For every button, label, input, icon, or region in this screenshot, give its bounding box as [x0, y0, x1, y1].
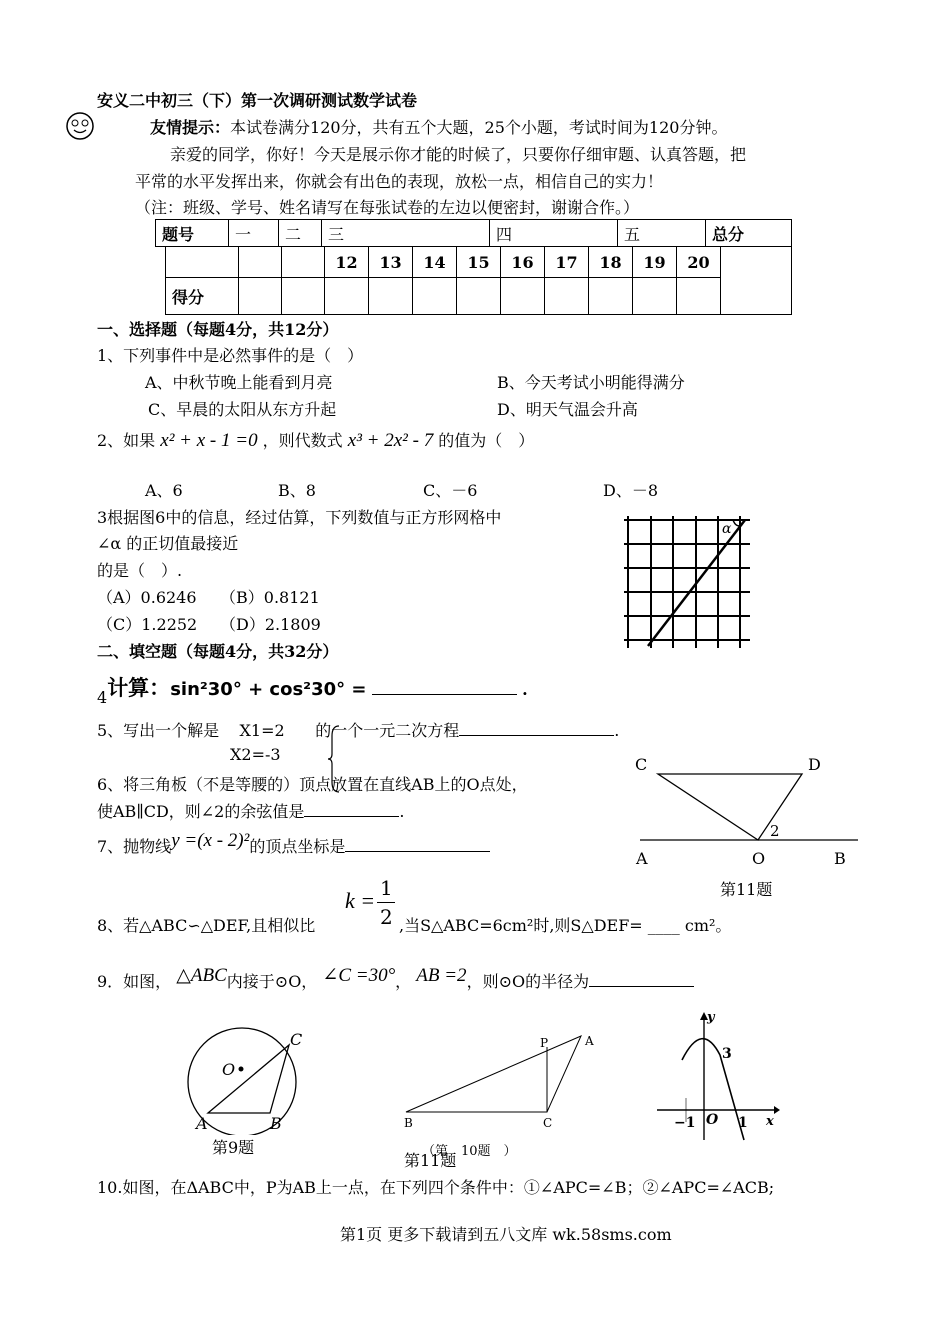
- grid-figure: [620, 508, 755, 653]
- q7: 7、抛物线y =(x - 2)²的顶点坐标是: [97, 830, 490, 857]
- svg-text:x: x: [766, 1114, 774, 1129]
- svg-text:O: O: [222, 1060, 236, 1079]
- q3-option-c: （C）1.2252: [97, 615, 198, 634]
- smiley-icon: [64, 110, 96, 142]
- q1-option-a: A、中秋节晚上能看到月亮: [145, 373, 333, 392]
- fig9-circle: [182, 1020, 322, 1135]
- svg-text:B: B: [270, 1114, 282, 1133]
- svg-text:B: B: [404, 1116, 413, 1130]
- page-title: 安义二中初三（下）第一次调研测试数学试卷: [97, 91, 418, 110]
- q2-option-a: A、6: [145, 481, 183, 500]
- score-table-header: 题号 一 二 三 四 五 总分: [155, 219, 792, 247]
- svg-text:C: C: [635, 755, 648, 774]
- q8-k: k =: [345, 888, 376, 913]
- q6-line2: 使AB∥CD，则∠2的余弦值是 .: [97, 802, 405, 821]
- greeting-line1: 亲爱的同学，你好！今天是展示你才能的时候了，只要你仔细审题、认真答题，把: [170, 145, 747, 164]
- svg-text:1: 1: [738, 1115, 748, 1131]
- svg-text:A: A: [585, 1034, 594, 1048]
- q9: 9．如图， △ABC内接于⊙O， ∠C =30°， AB =2，则⊙O的半径为: [97, 964, 694, 992]
- section1-title: 一、选择题（每题4分，共12分）: [97, 320, 339, 339]
- svg-text:C: C: [543, 1116, 553, 1130]
- svg-text:A: A: [636, 849, 648, 868]
- q2-option-c: C、－6: [423, 481, 478, 500]
- greeting-line2: 平常的水平发挥出来，你就会有出色的表现，放松一点，相信自己的实力！: [135, 172, 664, 191]
- q10: 10.如图，在ΔABC中，P为AB上一点，在下列四个条件中：①∠APC=∠B；②∠APC=∠ACB;: [97, 1178, 775, 1197]
- note: （注：班级、学号、姓名请写在每张试卷的左边以便密封，谢谢合作。）: [135, 198, 640, 217]
- q1-option-d: D、明天气温会升高: [497, 400, 638, 419]
- svg-text:α: α: [722, 521, 732, 537]
- fig10-triangle: [398, 1025, 608, 1135]
- svg-text:−1: −1: [674, 1115, 696, 1131]
- q2-option-d: D、－8: [603, 481, 659, 500]
- parabola-graph: [652, 1010, 782, 1145]
- q8-text: 8、若△ABC∽△DEF,且相似比: [97, 916, 316, 935]
- q5-x2: X2=-3: [230, 745, 281, 764]
- q6-line1: 6、将三角板（不是等腰的）顶点放置在直线AB上的O点处，: [97, 775, 528, 794]
- q8-fraction-bar: [377, 902, 395, 903]
- svg-text:O: O: [752, 849, 766, 868]
- fig11-caption: 第11题: [720, 880, 773, 899]
- q8-rest: ,当S△ABC=6cm²时,则S△DEF= ____ cm²。: [399, 916, 732, 935]
- q3-option-a: （A）0.6246: [97, 588, 197, 607]
- q3-option-d: （D）2.1809: [220, 615, 321, 634]
- svg-text:C: C: [290, 1030, 303, 1049]
- q3-option-b: （B）0.8121: [220, 588, 320, 607]
- svg-text:2: 2: [770, 822, 780, 840]
- svg-text:P: P: [540, 1036, 549, 1050]
- score-table: 12 13 14 15 16 17 18 19 20 得分: [165, 246, 792, 315]
- svg-text:B: B: [834, 849, 846, 868]
- fig10-caption: （第 10题 ）: [422, 1144, 517, 1159]
- svg-text:D: D: [808, 755, 821, 774]
- svg-text:O: O: [706, 1112, 719, 1128]
- svg-text:3: 3: [722, 1046, 732, 1062]
- svg-text:A: A: [196, 1114, 208, 1133]
- q3-line2: ∠α 的正切值最接近: [97, 534, 239, 553]
- fig10-caption2: 第11题: [404, 1151, 457, 1170]
- svg-text:y: y: [707, 1010, 715, 1025]
- q3-line1: 3根据图6中的信息，经过估算，下列数值与正方形网格中: [97, 508, 502, 527]
- q2-option-b: B、8: [278, 481, 316, 500]
- q8-numerator: 1: [380, 876, 393, 900]
- q1-stem: 1、下列事件中是必然事件的是（ ）: [97, 346, 364, 365]
- q2-stem: 2、如果 x² + x - 1 =0 ，则代数式 x³ + 2x² - 7 的值为（ ）: [97, 430, 535, 451]
- q8-denominator: 2: [380, 905, 393, 929]
- q3-line3: 的是（ ）.: [97, 561, 183, 580]
- q1-option-c: C、早晨的太阳从东方升起: [148, 400, 337, 419]
- tip: 友情提示：本试卷满分120分，共有五个大题，25个小题，考试时间为120分钟。: [150, 118, 728, 137]
- section2-title: 二、填空题（每题4分，共32分）: [97, 642, 339, 661]
- footer: 第1页 更多下载请到五八文库 wk.58sms.com: [340, 1225, 672, 1244]
- fig9-caption: 第9题: [212, 1138, 255, 1157]
- q5: 5、写出一个解是 X1=2 的一个一元二次方程 .: [97, 721, 620, 740]
- q1-option-b: B、今天考试小明能得满分: [497, 373, 685, 392]
- q4: 4计算：sin²30° + cos²30° = .: [97, 675, 528, 707]
